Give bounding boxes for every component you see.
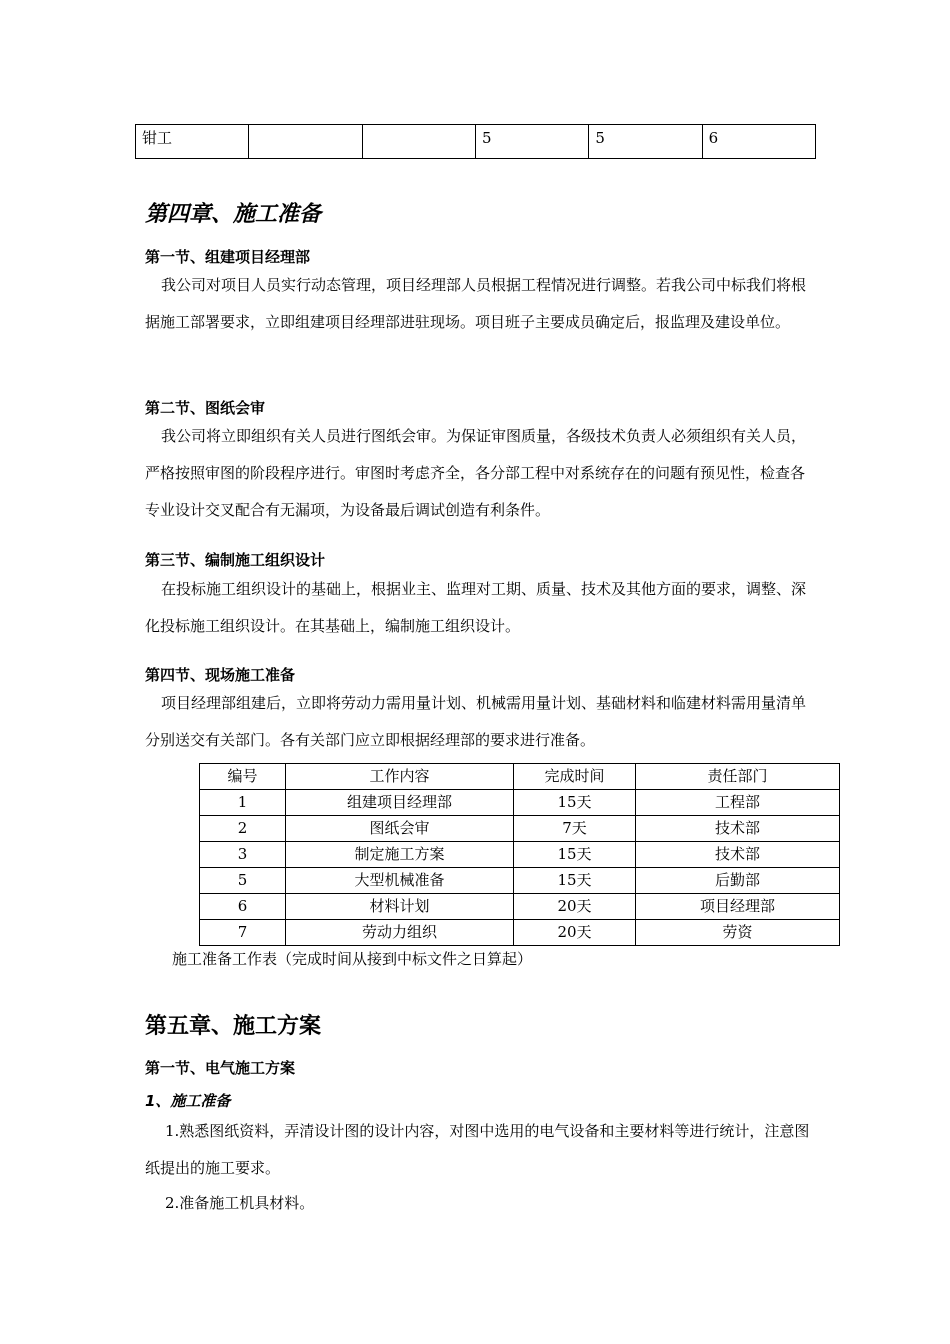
column-header: 完成时间 [514,764,636,790]
table-row [200,920,840,946]
list-item: 1.熟悉图纸资料，弄清设计图的设计内容，对图中选用的电气设备和主要材料等进行统计，注意图纸提出的施工要求。 [145,1122,810,1177]
section-paragraph: 我公司将立即组织有关人员进行图纸会审。为保证审图质量，各级技术负责人必须组织有关人员，严格按照审图的阶段程序进行。审图时考虑齐全，各分部工程中对系统存在的问题有预见性，检查各专业设计交叉配合有无漏项，为设备最后调试创造有利条件。 [145,427,807,519]
prep-work-table [199,763,840,946]
table-row [136,125,816,159]
table-cell: 后勤部 [636,868,840,894]
table-cell: 工程部 [636,790,840,816]
table-cell: 15天 [514,842,636,868]
table-cell: 5 [589,125,702,159]
table-row [200,816,840,842]
table-cell: 制定施工方案 [286,842,514,868]
table-cell: 钳工 [136,125,249,159]
chapter-4-title: 第四章、施工准备 [145,202,322,227]
table-row [200,868,840,894]
table-cell: 3 [200,842,286,868]
table-cell: 组建项目经理部 [286,790,514,816]
section-paragraph: 在投标施工组织设计的基础上，根据业主、监理对工期、质量、技术及其他方面的要求，调整、深化投标施工组织设计。在其基础上，编制施工组织设计。 [145,580,807,635]
section-heading: 第一节、组建项目经理部 [145,248,311,266]
subsection-heading: 1、施工准备 [145,1092,231,1110]
section-paragraph: 我公司对项目人员实行动态管理，项目经理部人员根据工程情况进行调整。若我公司中标我们将根据施工部署要求，立即组建项目经理部进驻现场。项目班子主要成员确定后，报监理及建设单位。 [145,276,807,331]
table-cell: 技术部 [636,816,840,842]
table-row [200,790,840,816]
section-heading: 第四节、现场施工准备 [145,666,296,684]
table-cell: 2 [200,816,286,842]
section-heading: 第一节、电气施工方案 [145,1059,296,1077]
table-cell: 20天 [514,894,636,920]
table-cell: 15天 [514,790,636,816]
table-cell: 技术部 [636,842,840,868]
table-cell: 15天 [514,868,636,894]
table-cell: 项目经理部 [636,894,840,920]
list-item: 2.准备施工机具材料。 [165,1194,315,1212]
chapter-5-title: 第五章、施工方案 [145,1014,322,1039]
table-cell: 6 [702,125,815,159]
table-header-row [200,764,840,790]
table-cell: 20天 [514,920,636,946]
section-heading: 第三节、编制施工组织设计 [145,551,326,569]
column-header: 编号 [200,764,286,790]
table-cell: 大型机械准备 [286,868,514,894]
table-cell: 劳动力组织 [286,920,514,946]
table-cell [249,125,362,159]
table-cell: 1 [200,790,286,816]
section-heading: 第二节、图纸会审 [145,399,266,417]
table-cell: 7天 [514,816,636,842]
table-cell: 7 [200,920,286,946]
section-paragraph: 项目经理部组建后，立即将劳动力需用量计划、机械需用量计划、基础材料和临建材料需用量清单分别送交有关部门。各有关部门应立即根据经理部的要求进行准备。 [145,694,807,749]
column-header: 责任部门 [636,764,840,790]
table-cell: 劳资 [636,920,840,946]
table-row [200,842,840,868]
table-cell: 5 [475,125,588,159]
table-row [200,894,840,920]
table-cell: 图纸会审 [286,816,514,842]
column-header: 工作内容 [286,764,514,790]
table-caption: 施工准备工作表（完成时间从接到中标文件之日算起） [172,950,533,968]
table-cell: 材料计划 [286,894,514,920]
table-cell [362,125,475,159]
table-cell: 6 [200,894,286,920]
worker-count-table [135,124,816,159]
table-cell: 5 [200,868,286,894]
